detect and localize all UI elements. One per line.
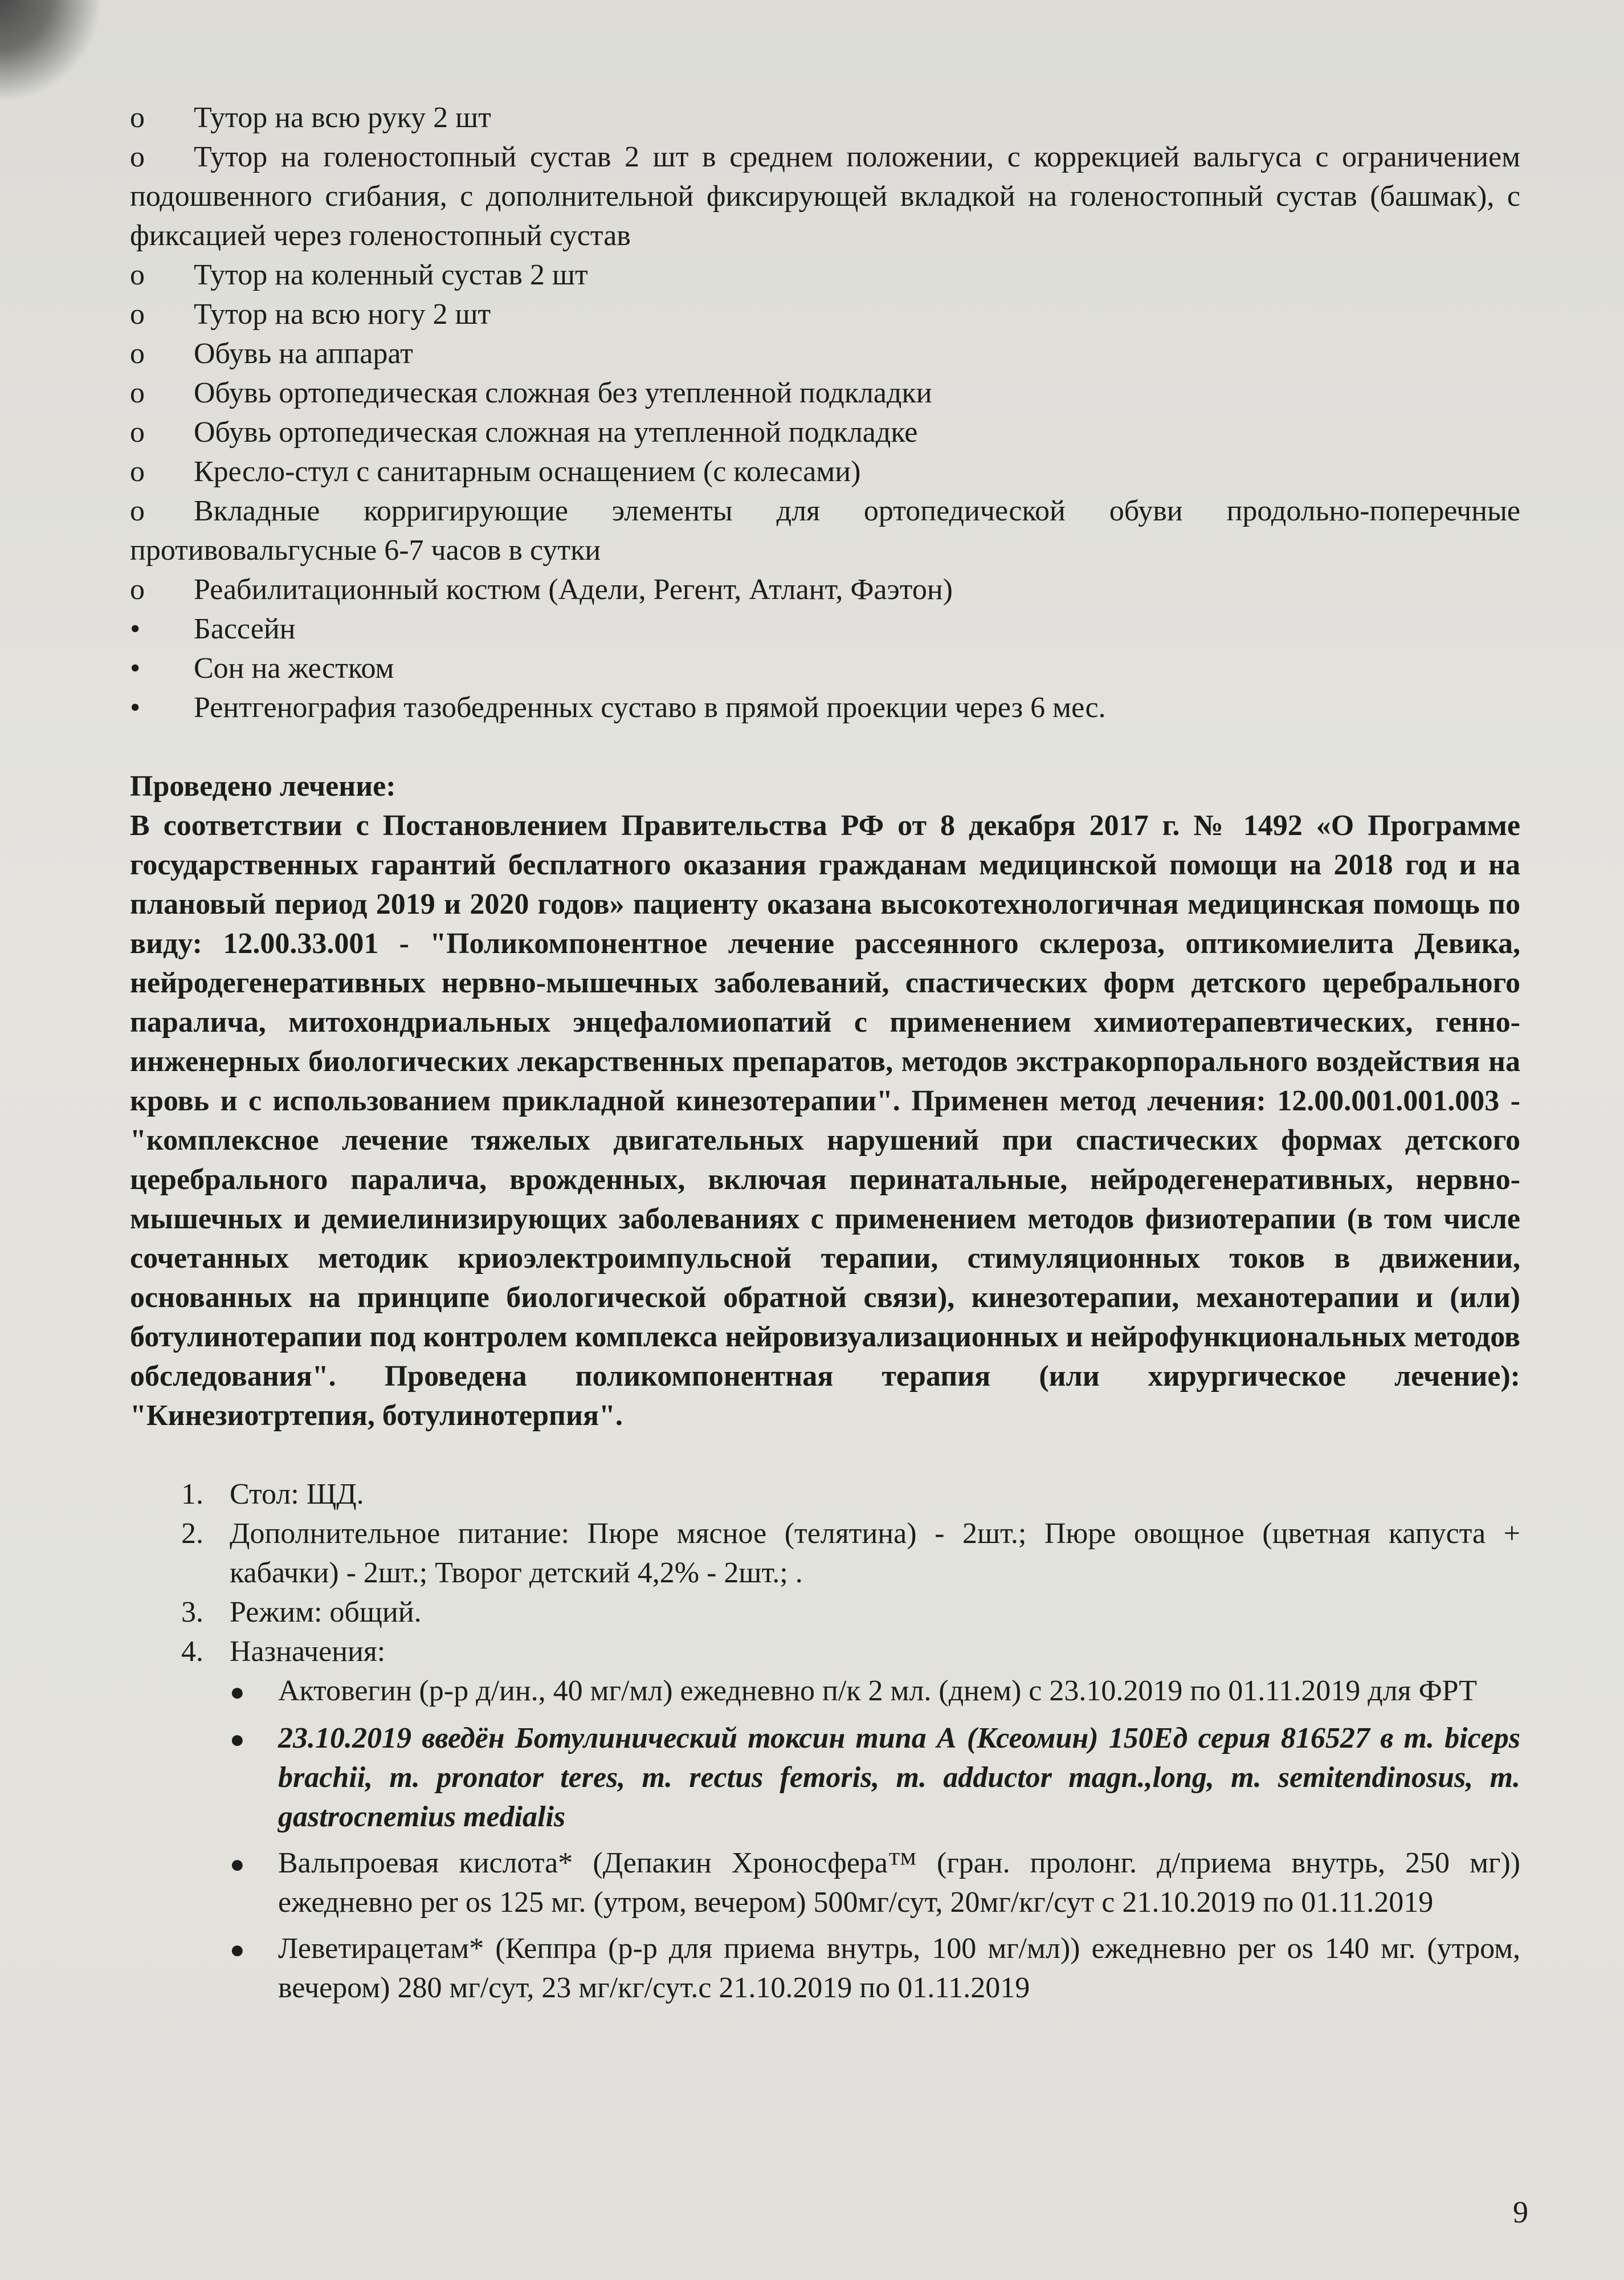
list-marker: o bbox=[130, 416, 145, 449]
list-item-text: Кресло-стул с санитарным оснащением (с колесами) bbox=[194, 455, 861, 488]
page-number: 9 bbox=[1513, 2195, 1528, 2229]
bullet-marker: • bbox=[130, 652, 141, 685]
list-marker: o bbox=[130, 495, 145, 527]
item-text: Режим: общий. bbox=[230, 1596, 422, 1628]
list-marker: o bbox=[130, 298, 145, 331]
prescriptions-list bbox=[181, 1671, 1520, 2008]
numbered-item bbox=[181, 1514, 1520, 1593]
bullet-marker: ● bbox=[230, 1936, 245, 1964]
list-item bbox=[130, 373, 1520, 413]
list-item bbox=[130, 570, 1520, 609]
numbered-item bbox=[181, 1475, 1520, 1514]
item-text: Дополнительное питание: Пюре мясное (телятина) - 2шт.; Пюре овощное (цветная капуста + кабачки) - 2шт.; Творог детский 4,2% - 2шт.; . bbox=[230, 1517, 1520, 1589]
list-marker: o bbox=[130, 337, 145, 370]
numbered-item bbox=[181, 1593, 1520, 1632]
list-item bbox=[130, 137, 1520, 255]
prescription-item bbox=[230, 1671, 1520, 1712]
bullet-marker: ● bbox=[230, 1678, 245, 1706]
numbered-item bbox=[181, 1632, 1520, 1671]
list-item bbox=[130, 255, 1520, 295]
list-item bbox=[130, 98, 1520, 137]
list-item-text: Реабилитационный костюм (Адели, Регент, Атлант, Фаэтон) bbox=[194, 573, 953, 606]
list-item bbox=[130, 334, 1520, 373]
list-marker: o bbox=[130, 377, 145, 409]
numbered-list bbox=[130, 1475, 1520, 2008]
list-item bbox=[130, 413, 1520, 452]
list-item-text: Обувь ортопедическая сложная без утепленной подкладки bbox=[194, 377, 932, 409]
orthosis-list bbox=[130, 98, 1520, 609]
list-item-text: Бассейн bbox=[194, 613, 296, 645]
item-number: 4. bbox=[181, 1635, 203, 1668]
list-item-text: Обувь на аппарат bbox=[194, 337, 413, 370]
list-marker: o bbox=[130, 101, 145, 134]
list-marker: o bbox=[130, 455, 145, 488]
prescription-item bbox=[230, 1719, 1520, 1837]
bullet-marker: ● bbox=[230, 1850, 245, 1878]
list-item-text: Тутор на коленный сустав 2 шт bbox=[194, 259, 588, 291]
list-item bbox=[130, 609, 1520, 649]
item-number: 2. bbox=[181, 1517, 203, 1550]
list-item bbox=[130, 491, 1520, 570]
list-marker: o bbox=[130, 573, 145, 606]
list-item bbox=[130, 452, 1520, 491]
prescription-text: Вальпроевая кислота* (Депакин Хроносфера™ (гран. пролонг. д/приема внутрь, 250 мг)) ежедневно per os 125 мг. (утром, вечером) 500мг/сут, 20мг/кг/сут с 21.10.2019 по 01.11.2019 bbox=[278, 1847, 1520, 1919]
list-marker: o bbox=[130, 141, 145, 173]
treatment-paragraph: В соответствии с Постановлением Правительства РФ от 8 декабря 2017 г. № 1492 «О Программе государственных гарантий бесплатного оказания гражданам медицинской помощи на 2018 год и на плановый период 2019 и 2020 годов» пациенту оказана высокотехнологичная медицинская помощь по виду: 12.00.33.001 - "Поликомпонентное лечение рассеянного склероза, оптикомиелита Девика, нейродегенеративных нервно-мышечных заболеваний, спастических форм детского церебрального паралича, митохондриальных энцефаломиопатий с применением химиотерапевтических, генно-инженерных биологических лекарственных препаратов, методов экстракорпорального воздействия на кровь и с использованием прикладной кинезотерапии". Применен метод лечения: 12.00.001.001.003 - "комплексное лечение тяжелых двигательных нарушений при спастических формах детского церебрального паралича, врожденных, включая перинатальные, нейродегенеративных, нервно-мышечных и демиелинизирующих заболеваниях с применением методов физиотерапии (в том числе сочетанных методик криоэлектроимпульсной терапии, стимуляционных токов в движении, основанных на принципе биологической обратной связи), кинезотерапии, механотерапии и (или) ботулинотерапии под контролем комплекса нейровизуализационных и нейрофункциональных методов обследования". Проведена поликомпонентная терапия (или хирургическое лечение): "Кинезиотртепия, ботулинотерпия". bbox=[130, 809, 1520, 1432]
list-item-text: Обувь ортопедическая сложная на утепленной подкладке bbox=[194, 416, 918, 449]
bullet-marker: • bbox=[130, 613, 141, 645]
recommendation-list bbox=[130, 609, 1520, 727]
list-item-text: Вкладные корригирующие элементы для ортопедической обуви продольно-поперечные противовальгусные 6-7 часов в сутки bbox=[130, 495, 1520, 567]
item-text: Стол: ЩД. bbox=[230, 1478, 364, 1510]
list-item-text: Тутор на всю руку 2 шт bbox=[194, 101, 491, 134]
prescription-text-emphasized: 23.10.2019 введён Ботулинический токсин типа А (Ксеомин) 150Ед серия 816527 в m. biceps brachii, m. pronator teres, m. rectus femoris, m. adductor magn.,long, m. semitendinosus, m. gastrocnemius medialis bbox=[278, 1722, 1520, 1833]
bullet-marker: • bbox=[130, 691, 141, 724]
scan-corner-shadow bbox=[0, 0, 103, 103]
bullet-marker: ● bbox=[230, 1725, 245, 1753]
prescription-item bbox=[230, 1843, 1520, 1922]
item-text: Назначения: bbox=[230, 1635, 386, 1668]
treatment-heading: Проведено лечение: bbox=[130, 770, 396, 803]
spacer bbox=[130, 727, 1520, 767]
item-number: 1. bbox=[181, 1478, 203, 1510]
list-item bbox=[130, 688, 1520, 727]
list-item bbox=[130, 295, 1520, 334]
document-body bbox=[130, 98, 1520, 2014]
list-item-text: Сон на жестком bbox=[194, 652, 394, 685]
item-number: 3. bbox=[181, 1596, 203, 1628]
list-item-text: Рентгенография тазобедренных суставо в прямой проекции через 6 мес. bbox=[194, 691, 1106, 724]
prescription-text: Леветирацетам* (Кеппра (р-р для приема внутрь, 100 мг/мл)) ежедневно per os 140 мг. (утром, вечером) 280 мг/сут, 23 мг/кг/сут.с 21.10.2019 по 01.11.2019 bbox=[278, 1932, 1520, 2004]
prescription-item bbox=[230, 1929, 1520, 2008]
list-item-text: Тутор на голеностопный сустав 2 шт в среднем положении, с коррекцией вальгуса с ограничением подошвенного сгибания, с дополнительной фиксирующей вкладкой на голеностопный сустав (башмак), с фиксацией через голеностопный сустав bbox=[130, 141, 1520, 252]
list-item-text: Тутор на всю ногу 2 шт bbox=[194, 298, 491, 331]
list-item bbox=[130, 649, 1520, 688]
list-marker: o bbox=[130, 259, 145, 291]
prescription-text: Актовегин (р-р д/ин., 40 мг/мл) ежедневно п/к 2 мл. (днем) с 23.10.2019 по 01.11.2019 для ФРТ bbox=[278, 1675, 1477, 1707]
